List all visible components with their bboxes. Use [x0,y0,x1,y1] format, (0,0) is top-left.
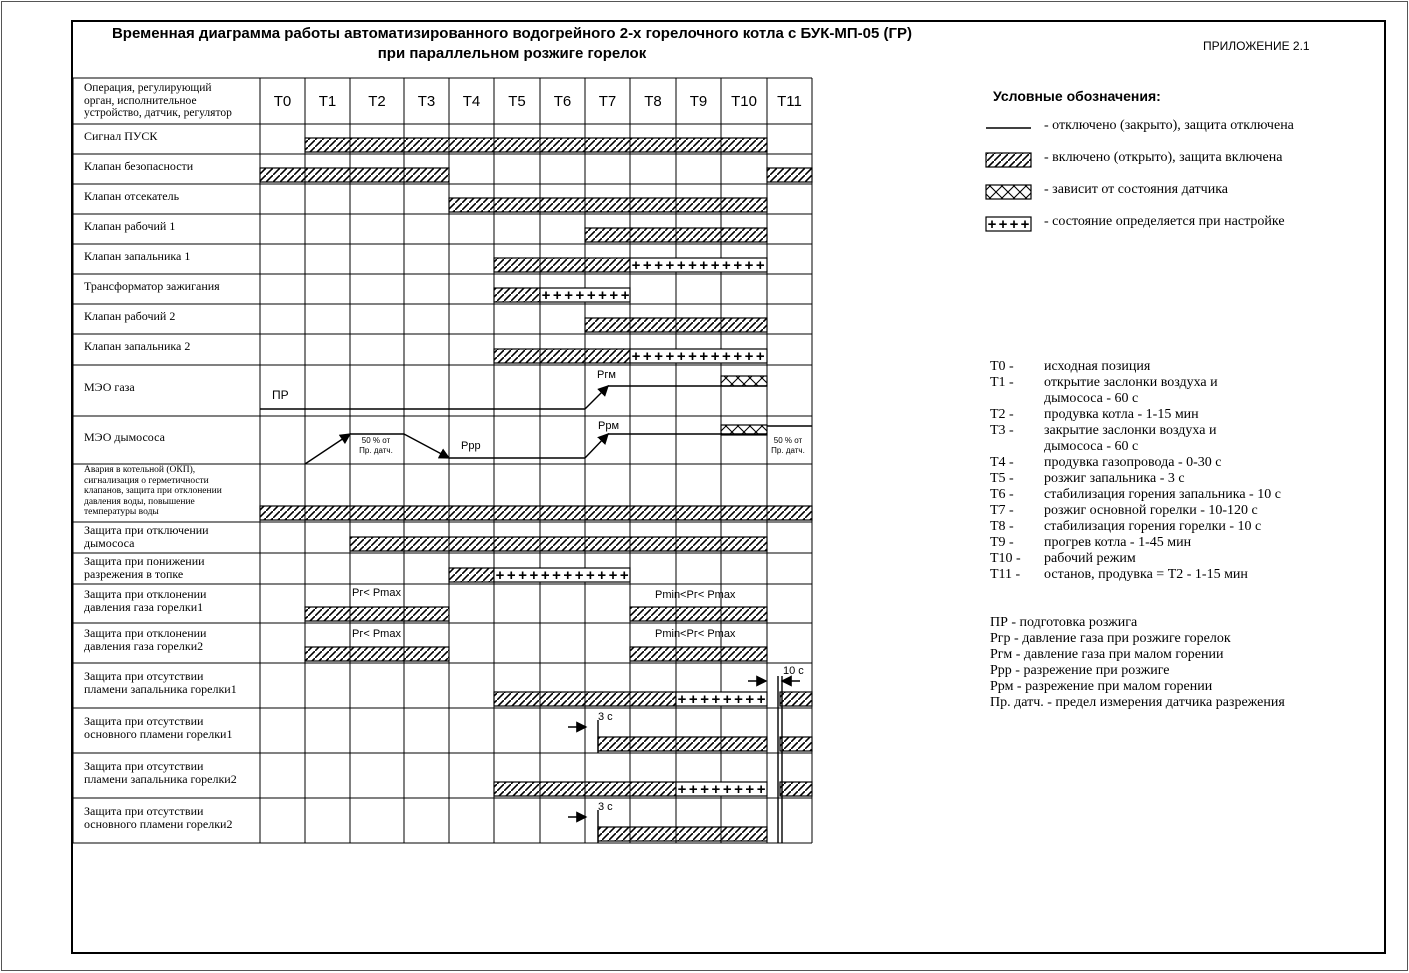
row-label: Защита при понижении разрежения в топке [84,554,205,581]
svg-text:+: + [733,348,743,365]
header-label: Операция, регулирующий орган, исполнительное устройство, датчик, регулятор [84,82,232,119]
svg-text:+: + [688,691,698,708]
svg-text:+: + [733,257,743,274]
column-header-t3: T3 [417,93,436,110]
svg-text:+: + [722,781,732,798]
period-key: Т11 - [990,567,1021,582]
period-text: продувка котла - 1-15 мин [1044,407,1199,422]
svg-text:+: + [631,348,641,365]
svg-text:+: + [620,287,630,304]
period-key: Т1 - [990,375,1014,390]
annotation-50pct-b: 50 % от Пр. датч. [771,436,805,455]
svg-text:+: + [744,257,754,274]
svg-text:+: + [598,287,607,304]
fan-fall [404,434,449,458]
svg-text:+: + [574,567,584,584]
svg-text:+: + [518,567,527,584]
legend-setup-symbol [986,216,1031,233]
bar-hatch [305,607,449,621]
column-header-t11: T11 [777,93,802,110]
svg-text:+: + [676,348,686,365]
row-label: Защита при отклонении давления газа горелки2 [84,626,207,653]
bar-hatch [449,568,494,582]
annotation-50pct-a: 50 % от Пр. датч. [359,436,393,455]
annotation-3s-b: 3 с [598,801,613,813]
column-header-t0: T0 [273,93,292,110]
svg-text:+: + [608,567,618,584]
svg-text:+: + [541,287,551,304]
abbreviation-item: Pрр - разрежение при розжиге [990,663,1170,678]
svg-text:+: + [586,567,595,584]
bar-hatch [305,647,449,661]
svg-text:+: + [700,691,709,708]
svg-text:+: + [575,287,585,304]
bar-hatch [494,782,676,796]
period-text: продувка газопровода - 0-30 с [1044,455,1222,470]
bar-hatch [780,737,812,751]
period-text: открытие заслонки воздуха и [1044,375,1218,390]
period-text: рабочий режим [1044,551,1136,566]
period-key: Т7 - [990,503,1014,518]
svg-text:+: + [998,216,1008,233]
svg-text:+: + [654,257,663,274]
svg-text:+: + [676,257,686,274]
period-key: Т4 - [990,455,1014,470]
svg-text:+: + [710,257,720,274]
legend-item-sensor: - зависит от состояния датчика [1044,182,1229,197]
appendix-label: ПРИЛОЖЕНИЕ 2.1 [1203,39,1310,53]
row-label: Авария в котельной (ОКП), сигнализация о герметичности клапанов, защита при отклонении давления воды, повышение температуры воды [84,465,222,517]
legend-item-on: - включено (открыто), защита включена [1044,150,1283,165]
column-header-t1: T1 [318,93,337,110]
svg-text:+: + [564,287,573,304]
svg-text:+: + [688,257,697,274]
bar-cross [721,376,767,386]
svg-text:+: + [710,348,720,365]
svg-text:+: + [722,257,731,274]
svg-text:+: + [1020,216,1030,233]
svg-text:+: + [642,257,652,274]
bar-hatch [585,228,767,242]
row-label: Сигнал ПУСК [84,128,158,143]
svg-text:+: + [722,348,731,365]
period-key: Т8 - [990,519,1014,534]
row-label: МЭО газа [84,380,135,394]
period-text: розжиг запальника - 3 с [1044,471,1185,486]
annotation-10s: 10 с [783,665,804,677]
svg-text:+: + [755,257,765,274]
annotation-pg-pmax-2: Pг< Pmax [352,628,401,640]
fan-rise [305,434,350,464]
svg-text:+: + [722,691,732,708]
period-text: стабилизация горения запальника - 10 с [1044,487,1281,502]
timing-bars [260,138,812,841]
period-text: закрытие заслонки воздуха и [1044,423,1217,438]
period-text: останов, продувка = Т2 - 1-15 мин [1044,567,1248,582]
legend-sensor-symbol [986,185,1031,199]
period-key: Т2 - [990,407,1014,422]
period-key: Т5 - [990,471,1014,486]
period-text: дымососа - 60 с [1044,391,1139,406]
svg-text:+: + [609,287,619,304]
column-header-t5: T5 [508,93,526,110]
period-key: Т0 - [990,359,1014,374]
bar-plus [540,287,630,304]
svg-text:+: + [631,257,641,274]
svg-text:+: + [699,257,709,274]
annotation-pg-pmax-1: Pг< Pmax [352,587,401,599]
svg-text:+: + [552,567,561,584]
period-text: исходная позиция [1044,359,1151,374]
bar-plus [676,781,767,798]
svg-text:+: + [642,348,652,365]
svg-text:+: + [744,348,754,365]
annotation-pmin-pg-pmax-1: Pmin<Pг< Pmax [655,589,736,601]
column-header-t6: T6 [553,93,572,110]
annotation-3s-a: 3 с [598,711,613,723]
period-text: стабилизация горения горелки - 10 с [1044,519,1262,534]
legend-title: Условные обозначения: [993,88,1161,104]
svg-text:+: + [540,567,550,584]
legend-symbols [986,128,1031,233]
fan-rise2 [585,434,608,458]
svg-text:+: + [711,691,721,708]
bar-hatch [780,692,812,706]
bar-hatch [598,737,767,751]
svg-text:+: + [552,287,562,304]
bar-hatch [350,537,767,551]
svg-text:+: + [688,781,698,798]
row-label: Защита при отключении дымососа [84,523,209,550]
bar-hatch [494,692,676,706]
bar-hatch [630,607,767,621]
svg-text:+: + [745,691,755,708]
svg-text:+: + [597,567,607,584]
column-header-t2: T2 [368,93,386,110]
svg-text:+: + [688,348,697,365]
row-label: Защита при отклонении давления газа горелки1 [84,586,207,614]
annotation-p-gm: Pгм [597,369,616,381]
svg-text:+: + [654,348,663,365]
row-label: Клапан рабочий 2 [84,308,176,323]
abbreviation-item: Pгм - давление газа при малом горении [990,647,1224,662]
svg-text:+: + [734,781,743,798]
bar-plus [630,348,767,365]
period-key: Т3 - [990,423,1014,438]
svg-text:+: + [563,567,573,584]
legend-item-setup: - состояние определяется при настройке [1044,214,1285,229]
svg-text:+: + [756,781,766,798]
bar-hatch [260,168,449,182]
period-key: Т6 - [990,487,1014,502]
svg-text:+: + [529,567,539,584]
legend-item-off: - отключено (закрыто), защита отключена [1044,118,1294,133]
row-label: Клапан рабочий 1 [84,218,176,233]
svg-text:+: + [756,691,766,708]
row-label: МЭО дымососа [84,429,165,444]
row-label: Клапан запальника 2 [84,339,191,353]
bar-hatch [449,198,767,212]
row-label: Защита при отсутствии основного пламени горелки1 [84,713,233,741]
svg-text:+: + [677,691,687,708]
svg-text:+: + [619,567,629,584]
period-text: розжиг основной горелки - 10-120 с [1044,503,1258,518]
svg-text:+: + [1009,216,1019,233]
row-label: Трансформатор зажигания [84,278,220,293]
row-label: Защита при отсутствии пламени запальника горелки2 [84,758,237,786]
row-label: Клапан запальника 1 [84,248,191,263]
svg-text:+: + [699,348,709,365]
svg-text:+: + [665,348,675,365]
abbreviation-item: Pрм - разрежение при малом горении [990,679,1213,694]
bar-plus [494,567,630,584]
svg-text:+: + [700,781,709,798]
row-label: Защита при отсутствии основного пламени горелки2 [84,803,233,831]
row-label: Защита при отсутствии пламени запальника горелки1 [84,668,237,696]
abbreviation-item: ПР - подготовка розжига [990,615,1138,630]
bar-hatch [630,647,767,661]
gas-rise [585,386,608,409]
svg-text:+: + [665,257,675,274]
svg-text:+: + [734,691,743,708]
period-key: Т10 - [990,551,1021,566]
period-key: Т9 - [990,535,1014,550]
row-label: Клапан безопасности [84,158,194,173]
column-header-t4: T4 [462,93,481,110]
bar-plus [630,257,767,274]
abbreviation-item: Pгр - давление газа при розжиге горелок [990,631,1231,646]
bar-hatch [494,349,630,363]
column-header-t10: T10 [731,93,757,110]
annotation-pr: ПР [272,388,289,402]
bar-hatch [494,258,630,272]
column-header-t7: T7 [598,93,617,110]
svg-text:+: + [677,781,687,798]
annotation-p-rm: Pрм [598,420,620,432]
bar-hatch [780,782,812,796]
bar-hatch [260,506,812,520]
annotation-pmin-pg-pmax-2: Pmin<Pг< Pmax [655,628,736,640]
bar-hatch [585,318,767,332]
svg-text:+: + [495,567,505,584]
legend-on-symbol [986,153,1031,167]
svg-text:+: + [755,348,765,365]
svg-text:+: + [586,287,596,304]
bar-plus [676,691,767,708]
svg-text:+: + [987,216,997,233]
bar-hatch [305,138,767,152]
period-text: дымососа - 60 с [1044,439,1139,454]
svg-text:+: + [506,567,516,584]
period-text: прогрев котла - 1-45 мин [1044,535,1192,550]
annotation-p-rr: Pрр [461,440,481,452]
svg-text:+: + [711,781,721,798]
column-header-t8: T8 [644,93,662,110]
bar-hatch [494,288,540,302]
bar-hatch [598,827,767,841]
diagram-subtitle: при параллельном розжиге горелок [377,45,647,62]
column-header-t9: T9 [689,93,708,110]
diagram-title: Временная диаграмма работы автоматизированного водогрейного 2-х горелочного котла с БУК-МП-05 (ГР) [111,25,913,42]
bar-hatch [767,168,812,182]
svg-text:+: + [745,781,755,798]
row-label: Клапан отсекатель [84,188,180,203]
abbreviation-item: Пр. датч. - предел измерения датчика разрежения [990,695,1285,710]
